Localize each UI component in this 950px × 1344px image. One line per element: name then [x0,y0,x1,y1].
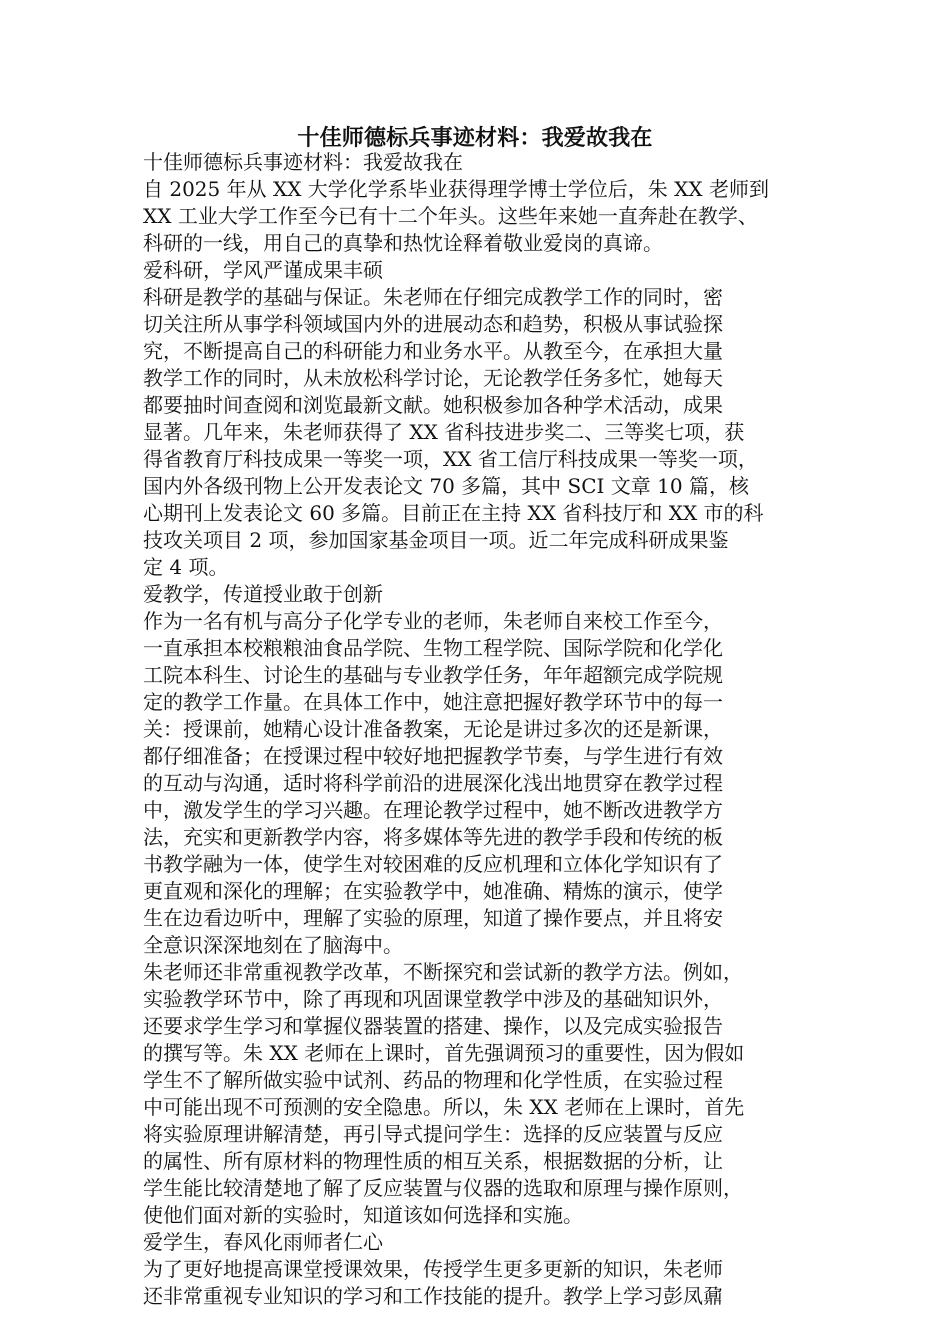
body-line: 将实验原理讲解清楚，再引导式提问学生：选择的反应装置与反应 [143,1122,723,1146]
body-line: 显著。几年来，朱老师获得了 XX 省科技进步奖二、三等奖七项，获 [143,420,745,444]
body-line: 全意识深深地刻在了脑海中。 [143,933,403,957]
body-line: 爱科研，学风严谨成果丰硕 [143,258,383,282]
body-line: 还要求学生学习和掌握仪器装置的搭建、操作，以及完成实验报告 [143,1014,723,1038]
body-line: 国内外各级刊物上公开发表论文 70 多篇，其中 SCI 文章 10 篇，核 [143,474,749,498]
body-line: 心期刊上发表论文 60 多篇。目前正在主持 XX 省科技厅和 XX 市的科 [143,501,764,525]
body-line: 教学工作的同时，从未放松科学讨论，无论教学任务多忙，她每天 [143,366,723,390]
body-line: 法，充实和更新教学内容，将多媒体等先进的教学手段和传统的板 [143,825,723,849]
body-line: 十佳师德标兵事迹材料：我爱故我在 [143,150,463,174]
body-line: 切关注所从事学科领域国内外的进展动态和趋势，积极从事试验探 [143,312,723,336]
body-line: 科研是教学的基础与保证。朱老师在仔细完成教学工作的同时，密 [143,285,723,309]
body-line: 工院本科生、讨论生的基础与专业教学任务，年年超额完成学院规 [143,663,723,687]
body-line: 的撰写等。朱 XX 老师在上课时，首先强调预习的重要性，因为假如 [143,1041,745,1065]
document-title: 十佳师德标兵事迹材料：我爱故我在 [297,125,653,151]
body-line: 爱学生，春风化雨师者仁心 [143,1230,383,1254]
body-line: 为了更好地提高课堂授课效果，传授学生更多更新的知识，朱老师 [143,1257,723,1281]
body-line: 朱老师还非常重视教学改革，不断探究和尝试新的教学方法。例如， [143,960,743,984]
body-line: 书教学融为一体，使学生对较困难的反应机理和立体化学知识有了 [143,852,723,876]
body-line: 究，不断提高自己的科研能力和业务水平。从教至今，在承担大量 [143,339,723,363]
body-line: 学生能比较清楚地了解了反应装置与仪器的选取和原理与操作原则， [143,1176,743,1200]
body-line: 关：授课前，她精心设计准备教案，无论是讲过多次的还是新课， [143,717,723,741]
body-line: 技攻关项目 2 项，参加国家基金项目一项。近二年完成科研成果鉴 [143,528,729,552]
body-line: XX 工业大学工作至今已有十二个年头。这些年来她一直奔赴在教学、 [143,204,758,228]
body-line: 自 2025 年从 XX 大学化学系毕业获得理学博士学位后，朱 XX 老师到 [143,177,769,201]
body-line: 科研的一线，用自己的真挚和热忱诠释着敬业爱岗的真谛。 [143,231,663,255]
body-line: 都要抽时间查阅和浏览最新文献。她积极参加各种学术活动，成果 [143,393,723,417]
body-line: 生在边看边听中，理解了实验的原理，知道了操作要点，并且将安 [143,906,723,930]
body-line: 的互动与沟通，适时将科学前沿的进展深化浅出地贯穿在教学过程 [143,771,723,795]
body-line: 得省教育厅科技成果一等奖一项，XX 省工信厅科技成果一等奖一项， [143,447,758,471]
body-line: 定 4 项。 [143,555,229,579]
body-line: 爱教学，传道授业敢于创新 [143,582,383,606]
body-line: 使他们面对新的实验时，知道该如何选择和实施。 [143,1203,583,1227]
body-line: 中，激发学生的学习兴趣。在理论教学过程中，她不断改进教学方 [143,798,723,822]
body-line: 更直观和深化的理解；在实验教学中，她准确、精炼的演示，使学 [143,879,723,903]
body-line: 一直承担本校粮粮油食品学院、生物工程学院、国际学院和化学化 [143,636,723,660]
body-line: 定的教学工作量。在具体工作中，她注意把握好教学环节中的每一 [143,690,723,714]
body-line: 实验教学环节中，除了再现和巩固课堂教学中涉及的基础知识外， [143,987,723,1011]
body-line: 还非常重视专业知识的学习和工作技能的提升。教学上学习彭凤鼐 [143,1284,723,1308]
body-line: 的属性、所有原材料的物理性质的相互关系，根据数据的分析，让 [143,1149,723,1173]
document-body [143,149,823,1310]
body-line: 学生不了解所做实验中试剂、药品的物理和化学性质，在实验过程 [143,1068,723,1092]
body-line: 都仔细准备；在授课过程中较好地把握教学节奏，与学生进行有效 [143,744,723,768]
body-line: 中可能出现不可预测的安全隐患。所以，朱 XX 老师在上课时，首先 [143,1095,745,1119]
body-line: 作为一名有机与高分子化学专业的老师，朱老师自来校工作至今， [143,609,723,633]
